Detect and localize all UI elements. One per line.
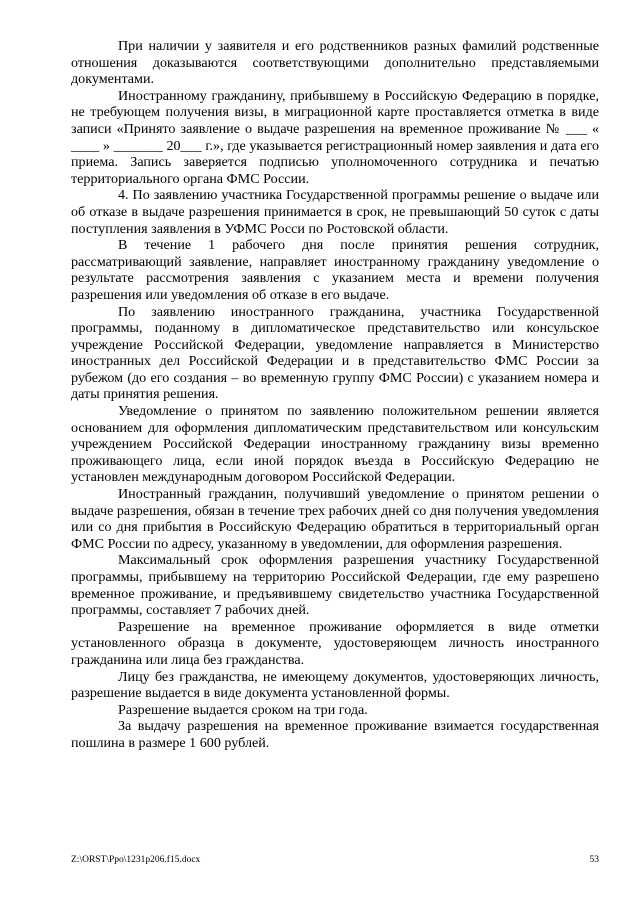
paragraph-visa-basis: Уведомление о принятом по заявлению положительном решении является основанием для оформления дипломатическим представительством или консульским учреждением Российской Федерации иностранному гражданину визы временно проживающего лица, если иной порядок въезда в Российскую Федерацию не установлен международным договором Российской Федерации.	[71, 403, 599, 486]
page-number: 53	[589, 855, 599, 865]
paragraph-permit-form: Разрешение на временное проживание оформляется в виде отметки установленного образца в документе, удостоверяющем личность иностранного гражданина или лица без гражданства.	[71, 618, 599, 668]
paragraph-notification: В течение 1 рабочего дня после принятия решения сотрудник, рассматривающий заявление, направляет иностранному гражданину уведомление о результате рассмотрения заявления с указанием места и времени получения разрешения или уведомления об отказе в его выдаче.	[71, 237, 599, 303]
paragraph-applicant-obligation: Иностранный гражданин, получивший уведомление о принятом решении о выдаче разрешения, обязан в течение трех рабочих дней со дня получения уведомления или со дня прибытия в Российскую Федерацию обратиться в территориальный орган ФМС России по адресу, указанному в уведомлении, для оформления разрешения.	[71, 486, 599, 552]
paragraph-migration-card-mark: Иностранному гражданину, прибывшему в Российскую Федерацию в порядке, не требующем получения визы, в миграционной карте проставляется отметка в виде записи «Принято заявление о выдаче разрешения на временное проживание № ___ « ____ » _______ 20___ г.», где указывается регистрационный номер заявления и дата его приема. Запись заверяется подписью уполномоченного сотрудника и печатью территориального органа ФМС России.	[71, 87, 599, 187]
paragraph-validity-term: Разрешение выдается сроком на три года.	[118, 701, 368, 718]
paragraph-state-fee: За выдачу разрешения на временное проживание взимается государственная пошлина в размере 1 600 рублей.	[71, 718, 599, 751]
paragraph-relatives-surnames: При наличии у заявителя и его родственников разных фамилий родственные отношения доказываются соответствующими дополнительно представляемыми документами.	[71, 38, 599, 88]
paragraph-stateless-person: Лицу без гражданства, не имеющему документов, удостоверяющих личность, разрешение выдается в виде документа установленной формы.	[71, 668, 599, 702]
paragraph-max-processing-time: Максимальный срок оформления разрешения участнику Государственной программы, прибывшему на территорию Российской Федерации, где ему разрешено временное проживание, и предъявившему свидетельство участника Государственной программы, составляет 7 рабочих дней.	[71, 552, 599, 619]
document-body	[71, 38, 599, 752]
paragraph-diplomatic-notification: По заявлению иностранного гражданина, участника Государственной программы, поданному в дипломатическое представительство или консульское учреждение Российской Федерации, уведомление направляется в Министерство иностранных дел Российской Федерации и в представительство ФМС России за рубежом (до его создания – во временную группу ФМС России) с указанием номера и даты принятия решения.	[71, 303, 599, 403]
paragraph-decision-deadline: 4. По заявлению участника Государственной программы решение о выдаче или об отказе в выдаче разрешения принимается в срок, не превышающий 50 суток с даты поступления заявления в УФМС Росси по Ростовской области.	[71, 187, 599, 237]
footer-file-path: Z:\ORST\Ppo\1231p206.f15.docx	[71, 855, 201, 865]
